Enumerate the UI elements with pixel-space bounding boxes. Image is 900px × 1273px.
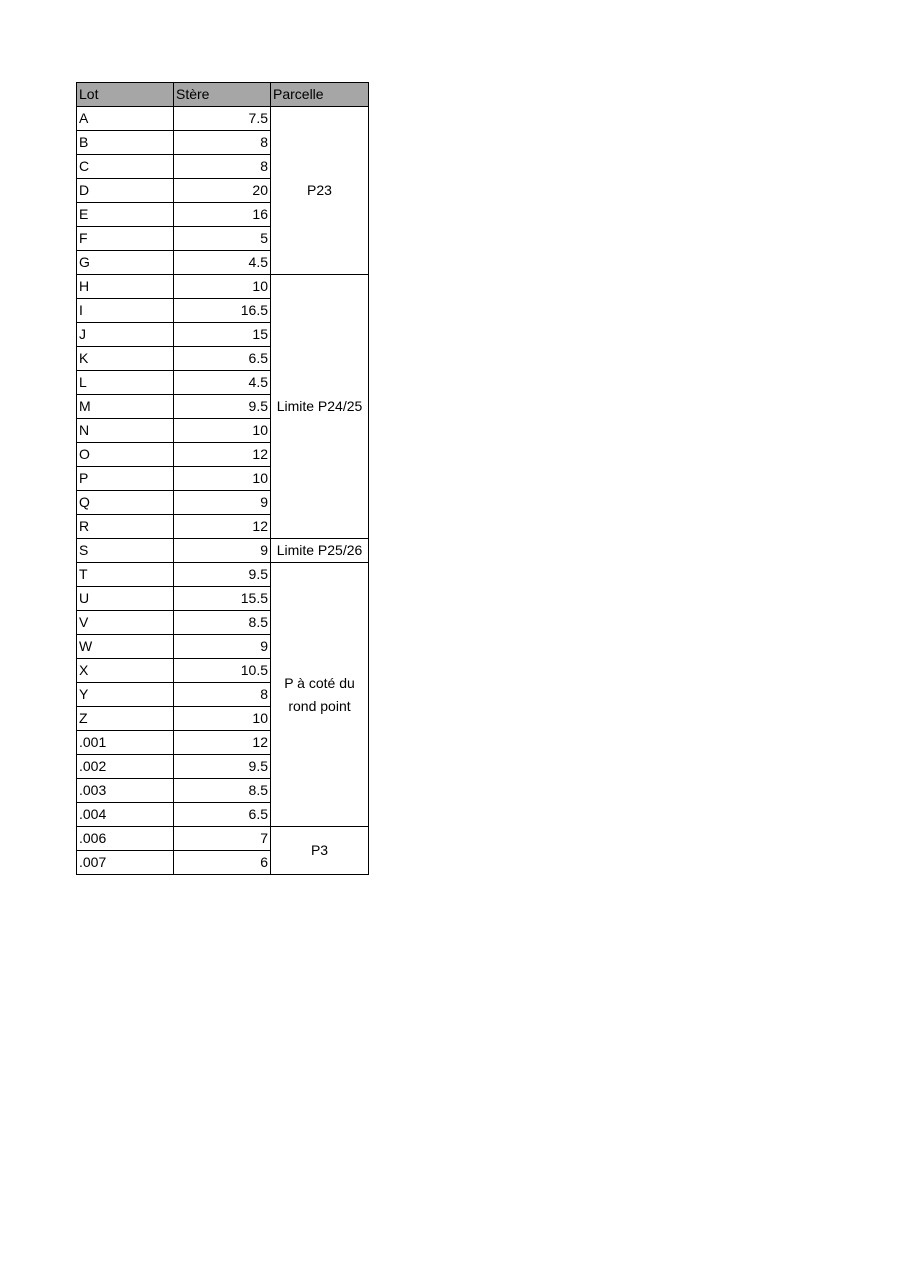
cell-lot[interactable]: .007	[77, 851, 174, 875]
cell-stere[interactable]: 9.5	[174, 395, 271, 419]
cell-lot[interactable]: X	[77, 659, 174, 683]
cell-lot[interactable]: Y	[77, 683, 174, 707]
cell-stere[interactable]: 5	[174, 227, 271, 251]
cell-stere[interactable]: 10	[174, 419, 271, 443]
cell-lot[interactable]: .001	[77, 731, 174, 755]
cell-stere[interactable]: 10	[174, 275, 271, 299]
header-row	[77, 83, 369, 107]
cell-stere[interactable]: 8.5	[174, 611, 271, 635]
cell-stere[interactable]: 16.5	[174, 299, 271, 323]
cell-lot[interactable]: L	[77, 371, 174, 395]
cell-lot[interactable]: T	[77, 563, 174, 587]
cell-stere[interactable]: 4.5	[174, 371, 271, 395]
cell-lot[interactable]: J	[77, 323, 174, 347]
cell-lot[interactable]: V	[77, 611, 174, 635]
cell-stere[interactable]: 8	[174, 683, 271, 707]
cell-parcelle[interactable]: Limite P25/26	[271, 539, 369, 563]
cell-stere[interactable]: 9	[174, 635, 271, 659]
cell-lot[interactable]: K	[77, 347, 174, 371]
cell-stere[interactable]: 8	[174, 131, 271, 155]
cell-lot[interactable]: I	[77, 299, 174, 323]
cell-stere[interactable]: 12	[174, 515, 271, 539]
cell-lot[interactable]: G	[77, 251, 174, 275]
cell-parcelle[interactable]: P3	[271, 827, 369, 875]
cell-stere[interactable]: 6.5	[174, 347, 271, 371]
cell-parcelle[interactable]: Limite P24/25	[271, 275, 369, 539]
cell-lot[interactable]: D	[77, 179, 174, 203]
cell-stere[interactable]: 8.5	[174, 779, 271, 803]
cell-lot[interactable]: P	[77, 467, 174, 491]
cell-stere[interactable]: 15	[174, 323, 271, 347]
table-row	[77, 107, 369, 131]
cell-lot[interactable]: .006	[77, 827, 174, 851]
cell-lot[interactable]: H	[77, 275, 174, 299]
table-row	[77, 827, 369, 851]
cell-stere[interactable]: 8	[174, 155, 271, 179]
cell-lot[interactable]: .003	[77, 779, 174, 803]
cell-lot[interactable]: O	[77, 443, 174, 467]
cell-lot[interactable]: Q	[77, 491, 174, 515]
cell-lot[interactable]: N	[77, 419, 174, 443]
table-row	[77, 275, 369, 299]
cell-stere[interactable]: 12	[174, 443, 271, 467]
cell-lot[interactable]: .002	[77, 755, 174, 779]
cell-stere[interactable]: 16	[174, 203, 271, 227]
cell-stere[interactable]: 9.5	[174, 755, 271, 779]
cell-stere[interactable]: 7	[174, 827, 271, 851]
cell-lot[interactable]: A	[77, 107, 174, 131]
cell-lot[interactable]: M	[77, 395, 174, 419]
cell-lot[interactable]: B	[77, 131, 174, 155]
cell-lot[interactable]: Z	[77, 707, 174, 731]
stere-table	[76, 82, 369, 875]
header-lot[interactable]: Lot	[77, 83, 174, 107]
cell-stere[interactable]: 10	[174, 707, 271, 731]
table-row	[77, 539, 369, 563]
cell-parcelle[interactable]: P23	[271, 107, 369, 275]
cell-stere[interactable]: 10.5	[174, 659, 271, 683]
cell-stere[interactable]: 20	[174, 179, 271, 203]
cell-stere[interactable]: 9.5	[174, 563, 271, 587]
cell-lot[interactable]: E	[77, 203, 174, 227]
cell-lot[interactable]: W	[77, 635, 174, 659]
cell-stere[interactable]: 6	[174, 851, 271, 875]
cell-stere[interactable]: 15.5	[174, 587, 271, 611]
header-parcelle[interactable]: Parcelle	[271, 83, 369, 107]
cell-lot[interactable]: R	[77, 515, 174, 539]
cell-lot[interactable]: F	[77, 227, 174, 251]
cell-stere[interactable]: 4.5	[174, 251, 271, 275]
table-row	[77, 563, 369, 587]
cell-parcelle[interactable]: P à coté du rond point	[271, 563, 369, 827]
cell-lot[interactable]: C	[77, 155, 174, 179]
cell-stere[interactable]: 6.5	[174, 803, 271, 827]
cell-lot[interactable]: U	[77, 587, 174, 611]
cell-lot[interactable]: .004	[77, 803, 174, 827]
cell-stere[interactable]: 9	[174, 491, 271, 515]
header-stere[interactable]: Stère	[174, 83, 271, 107]
cell-stere[interactable]: 10	[174, 467, 271, 491]
cell-lot[interactable]: S	[77, 539, 174, 563]
cell-stere[interactable]: 7.5	[174, 107, 271, 131]
cell-stere[interactable]: 12	[174, 731, 271, 755]
table-body	[77, 107, 369, 875]
cell-stere[interactable]: 9	[174, 539, 271, 563]
